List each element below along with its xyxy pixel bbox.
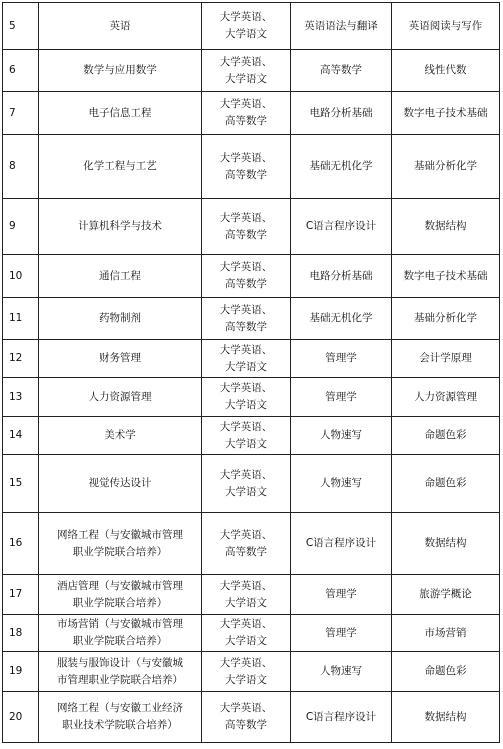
- row-number-cell: 17: [3, 575, 39, 615]
- public-subjects-cell: [202, 575, 291, 615]
- course1-cell: 管理学: [291, 575, 392, 615]
- course2-cell: 命题色彩: [392, 417, 500, 455]
- major-name-line: 市场营销（与安徽城市管理: [57, 618, 183, 630]
- table-row: [3, 692, 500, 743]
- row-number-cell: 10: [3, 255, 39, 298]
- subject-line: 大学英语、: [219, 343, 273, 356]
- course1-cell: 人物速写: [291, 652, 392, 692]
- major-cell: [39, 3, 202, 50]
- row-number-cell: 11: [3, 298, 39, 340]
- subject-line: 大学英语、: [219, 420, 273, 433]
- row-number-cell: 7: [3, 92, 39, 135]
- table-row: [3, 417, 500, 455]
- public-subjects-cell: [202, 652, 291, 692]
- subject-line: 高等数学: [225, 545, 267, 558]
- public-subjects-cell: [202, 513, 291, 575]
- major-name-line: 英语: [109, 19, 131, 32]
- major-name-line: 酒店管理（与安徽城市管理: [57, 579, 183, 592]
- course1-cell: 管理学: [291, 340, 392, 378]
- table-row: [3, 575, 500, 615]
- course2-cell: 会计学原理: [392, 340, 500, 378]
- table-row: [3, 455, 500, 513]
- table-row: [3, 378, 500, 417]
- subject-line: 大学英语、: [219, 656, 273, 669]
- major-name-line: 职业学院联合培养）: [72, 596, 168, 609]
- course1-cell: 人物速写: [291, 417, 392, 455]
- major-cell: [39, 92, 202, 135]
- major-name-line: 市管理职业学院联合培养）: [57, 673, 183, 686]
- subject-line: 大学语文: [225, 360, 267, 373]
- table-row: [3, 199, 500, 255]
- public-subjects-cell: [202, 92, 291, 135]
- major-name-line: 服装与服饰设计（与安徽城: [57, 656, 183, 669]
- major-name-line: 药物制剂: [99, 312, 141, 324]
- major-cell: [39, 378, 202, 417]
- major-name-line: 人力资源管理: [88, 390, 152, 403]
- major-name-line: 化学工程与工艺: [83, 160, 157, 172]
- exam-subjects-table: [2, 2, 500, 743]
- course2-cell: 线性代数: [392, 50, 500, 92]
- subject-line: 大学英语、: [219, 98, 273, 110]
- subject-line: 大学语文: [225, 72, 267, 85]
- course1-cell: 电路分析基础: [291, 92, 392, 135]
- table-body: [3, 3, 500, 743]
- course2-cell: 市场营销: [392, 615, 500, 652]
- subject-line: 大学英语、: [219, 579, 273, 592]
- row-number-cell: 5: [3, 3, 39, 50]
- course2-cell: 数据结构: [392, 692, 500, 743]
- course2-cell: 数字电子技术基础: [392, 92, 500, 135]
- major-cell: [39, 513, 202, 575]
- subject-line: 大学英语、: [219, 261, 273, 273]
- public-subjects-cell: [202, 692, 291, 743]
- table-row: [3, 652, 500, 692]
- major-cell: [39, 652, 202, 692]
- subject-line: 大学英语、: [219, 382, 273, 394]
- subject-line: 大学英语、: [219, 528, 273, 541]
- major-name-line: 职业学院联合培养）: [72, 545, 168, 558]
- row-number-cell: 12: [3, 340, 39, 378]
- course1-cell: C语言程序设计: [291, 692, 392, 743]
- major-cell: [39, 298, 202, 340]
- major-cell: [39, 692, 202, 743]
- public-subjects-cell: [202, 340, 291, 378]
- subject-line: 大学英语、: [219, 211, 273, 224]
- course2-cell: 英语阅读与写作: [392, 3, 500, 50]
- public-subjects-cell: [202, 615, 291, 652]
- major-name-line: 美术学: [104, 429, 136, 441]
- table-row: [3, 135, 500, 199]
- public-subjects-cell: [202, 3, 291, 50]
- subject-line: 大学语文: [225, 437, 267, 450]
- major-cell: [39, 340, 202, 378]
- major-name-line: 计算机科学与技术: [78, 220, 162, 232]
- major-name-line: 电子信息工程: [88, 106, 152, 119]
- row-number-cell: 20: [3, 692, 39, 743]
- major-cell: [39, 199, 202, 255]
- table-row: [3, 513, 500, 575]
- course2-cell: 基础分析化学: [392, 298, 500, 340]
- row-number-cell: 6: [3, 50, 39, 92]
- subject-line: 大学英语、: [219, 151, 273, 164]
- major-cell: [39, 135, 202, 199]
- major-name-line: 视觉传达设计: [88, 477, 152, 489]
- row-number-cell: 13: [3, 378, 39, 417]
- major-cell: [39, 615, 202, 652]
- major-cell: [39, 417, 202, 455]
- subject-line: 高等数学: [225, 719, 267, 731]
- table-row: [3, 92, 500, 135]
- course1-cell: 基础无机化学: [291, 298, 392, 340]
- subject-line: 高等数学: [225, 228, 267, 241]
- course1-cell: 高等数学: [291, 50, 392, 92]
- row-number-cell: 18: [3, 615, 39, 652]
- subject-line: 大学英语、: [219, 303, 273, 316]
- course2-cell: 数字电子技术基础: [392, 255, 500, 298]
- row-number-cell: 19: [3, 652, 39, 692]
- major-name-line: 职业技术学院联合培养）: [62, 719, 178, 731]
- subject-line: 大学英语、: [219, 55, 273, 68]
- table-row: [3, 50, 500, 92]
- table-row: [3, 3, 500, 50]
- major-name-line: 数学与应用数学: [83, 64, 157, 76]
- table-row: [3, 255, 500, 298]
- major-cell: [39, 455, 202, 513]
- major-cell: [39, 575, 202, 615]
- public-subjects-cell: [202, 455, 291, 513]
- course1-cell: 基础无机化学: [291, 135, 392, 199]
- major-name-line: 职业学院联合培养）: [72, 635, 168, 647]
- subject-line: 大学语文: [225, 596, 267, 609]
- row-number-cell: 8: [3, 135, 39, 199]
- subject-line: 大学语文: [225, 485, 267, 498]
- row-number-cell: 14: [3, 417, 39, 455]
- major-cell: [39, 255, 202, 298]
- course2-cell: 命题色彩: [392, 652, 500, 692]
- subject-line: 大学英语、: [219, 468, 273, 481]
- public-subjects-cell: [202, 298, 291, 340]
- subject-line: 大学语文: [225, 399, 267, 411]
- course2-cell: 数据结构: [392, 199, 500, 255]
- subject-line: 高等数学: [225, 320, 267, 333]
- public-subjects-cell: [202, 417, 291, 455]
- subject-line: 大学语文: [225, 635, 267, 647]
- public-subjects-cell: [202, 199, 291, 255]
- course1-cell: 英语语法与翻译: [291, 3, 392, 50]
- course1-cell: 管理学: [291, 378, 392, 417]
- public-subjects-cell: [202, 378, 291, 417]
- major-name-line: 财务管理: [99, 352, 141, 364]
- table-row: [3, 298, 500, 340]
- subject-line: 高等数学: [225, 278, 267, 290]
- major-name-line: 网络工程（与安徽工业经济: [57, 702, 183, 714]
- course1-cell: 人物速写: [291, 455, 392, 513]
- course1-cell: 电路分析基础: [291, 255, 392, 298]
- course2-cell: 命题色彩: [392, 455, 500, 513]
- subject-line: 大学英语、: [219, 11, 273, 23]
- public-subjects-cell: [202, 135, 291, 199]
- subject-line: 大学英语、: [219, 702, 273, 714]
- subject-line: 高等数学: [225, 168, 267, 181]
- course2-cell: 基础分析化学: [392, 135, 500, 199]
- subject-line: 大学语文: [225, 673, 267, 686]
- course2-cell: 旅游学概论: [392, 575, 500, 615]
- major-name-line: 通信工程: [99, 269, 141, 282]
- course2-cell: 数据结构: [392, 513, 500, 575]
- course1-cell: 管理学: [291, 615, 392, 652]
- row-number-cell: 16: [3, 513, 39, 575]
- table-row: [3, 615, 500, 652]
- public-subjects-cell: [202, 255, 291, 298]
- course1-cell: C语言程序设计: [291, 199, 392, 255]
- subject-line: 大学语文: [225, 28, 267, 40]
- subject-line: 高等数学: [225, 115, 267, 127]
- table-row: [3, 340, 500, 378]
- row-number-cell: 9: [3, 199, 39, 255]
- subject-line: 大学英语、: [219, 618, 273, 630]
- course1-cell: C语言程序设计: [291, 513, 392, 575]
- major-name-line: 网络工程（与安徽城市管理: [57, 528, 183, 541]
- public-subjects-cell: [202, 50, 291, 92]
- course2-cell: 人力资源管理: [392, 378, 500, 417]
- major-cell: [39, 50, 202, 92]
- row-number-cell: 15: [3, 455, 39, 513]
